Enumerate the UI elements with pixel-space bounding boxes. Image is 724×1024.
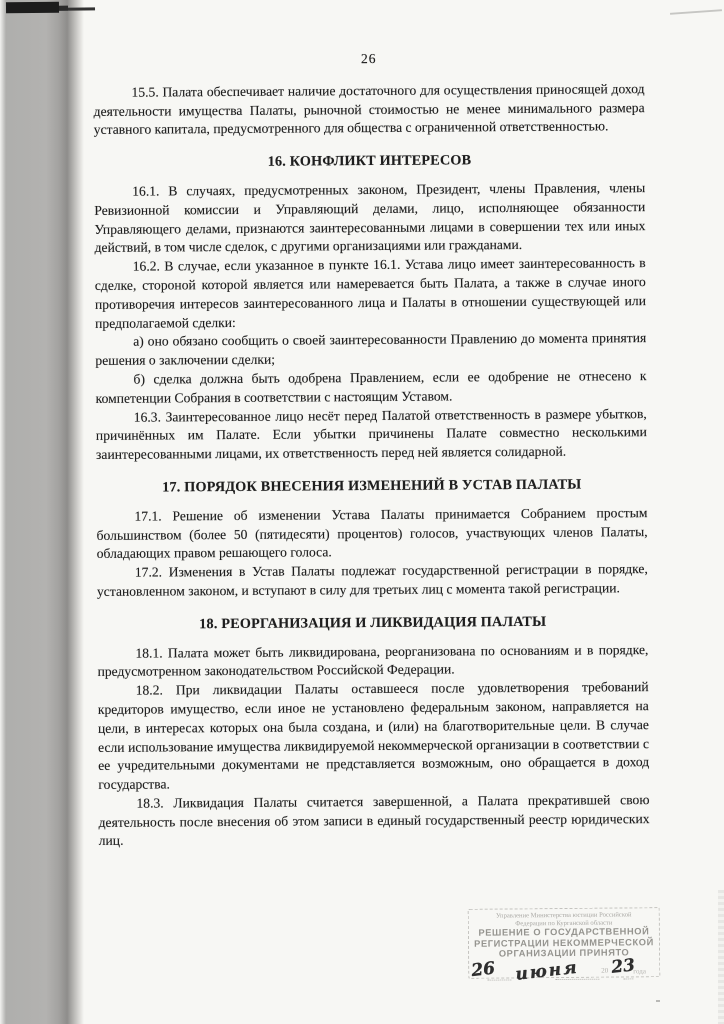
scan-artifact-strip — [718, 890, 724, 1024]
section-16-heading: 16. КОНФЛИКТ ИНТЕРЕСОВ — [267, 152, 472, 170]
paragraph-16-3: 16.3. Заинтересованное лицо несёт перед Палатой ответственность в размере убытков, причинённых им Палате. Если убытки причинены Палате совместно несколькими заинтересованными лицами, их ответственность перед ней является солидарной. — [95, 405, 647, 463]
stamp-printed-year-prefix: 20 — [601, 966, 609, 975]
stamp-decision-line-2: РЕГИСТРАЦИИ НЕКОММЕРЧЕСКОЙ — [474, 936, 654, 949]
stamp-date-dotted-line — [487, 979, 511, 980]
stamp-decision-line-1: РЕШЕНИЕ О ГОСУДАРСТВЕННОЙ — [478, 926, 650, 938]
paragraph-16-2: 16.2. В случае, если указанное в пункте 16.1. Устава лицо имеет заинтересованность в сделке, стороной которой является или намеревается быть Палата, а также в случае иного противоречия интересов заинтересованного лица и Палаты в отношении существующей или предполагаемой сделки: — [94, 255, 647, 331]
paragraph-15-5: 15.5. Палата обеспечивает наличие достаточного для осуществления приносящей доход деятельности имущества Палаты, рыночной стоимостью не менее минимального размера уставного капитала, предусмотренного для общества с ограниченной ответственностью. — [93, 80, 645, 138]
handwritten-day: 26 — [470, 958, 496, 981]
page-number: 26 — [360, 50, 377, 67]
stamp-date-row — [463, 955, 657, 985]
section-17-heading: 17. ПОРЯДОК ВНЕСЕНИЯ ИЗМЕНЕНИЙ В УСТАВ ПАЛАТЫ — [162, 476, 582, 496]
stamp-decision-line-3: ОРГАНИЗАЦИИ ПРИНЯТО — [498, 947, 630, 959]
paragraph-18-1: 18.1. Палата может быть ликвидирована, реорганизована по основаниям и в порядке, предусмотренном законодательством Российской Федерации. — [97, 641, 649, 680]
paragraph-16-2-b: б) сделка должна быть одобрена Правлением, если ее одобрение не отнесено к компетенции Собрания в соответствии с настоящим Уставом. — [95, 368, 647, 406]
scan-artifact-speck — [656, 1000, 660, 1002]
paragraph-16-1: 16.1. В случаях, предусмотренных законом, Президент, члены Правления, члены Ревизионной комиссии и Управляющий делами, лицо, исполняющее обязанности Управляющего делами, признаются заинтересованными лицами в совершении тех или иных действий, в том числе сделок, с другими организациями или гражданами. — [94, 180, 646, 256]
scan-artifact-line — [670, 9, 722, 15]
stamp-printed-year-suffix: года — [633, 967, 646, 976]
paragraph-17-1: 17.1. Решение об изменении Устава Палаты принимается Собранием простым большинством (более 50 (пятидесяти) процентов) голосов, участвующих членов Палаты, обладающих правом решающего голоса. — [96, 504, 648, 562]
paragraph-18-2: 18.2. При ликвидации Палаты оставшееся после удовлетворения требований кредиторов имущество, если иное не установлено федеральным законом, направляется на цели, в интересах которых она была создана, и (или) на благотворительные цели. В случае если использование имущества ликвидируемой некоммерческой организации в соответствии с ее учредительными документами не представляется возможным, оно обращается в доход государства. — [97, 679, 650, 793]
scan-edge-artifact — [6, 2, 59, 14]
stamp-date-dotted-line — [623, 978, 633, 979]
handwritten-month: июня — [514, 957, 580, 985]
paragraph-17-2: 17.2. Изменения в Устав Палаты подлежат государственной регистрации в порядке, установленном законом, и вступают в силу для третьих лиц с момента такой регистрации. — [96, 561, 648, 599]
scan-binding-edge — [0, 0, 84, 1024]
paragraph-18-3: 18.3. Ликвидация Палаты считается завершенной, а Палата прекратившей свою деятельность после внесения об этом записи в единый государственный реестр юридических лиц. — [98, 791, 650, 849]
stamp-authority-line-2: Федерации по Курганской области — [515, 919, 613, 928]
page-content — [93, 48, 650, 851]
registration-stamp — [468, 907, 661, 985]
section-18-heading: 18. РЕОРГАНИЗАЦИЯ И ЛИКВИДАЦИЯ ПАЛАТЫ — [199, 613, 547, 632]
handwritten-year: 23 — [610, 955, 636, 978]
stamp-authority-line-1: Управление Министерства юстиции Российской — [495, 911, 632, 920]
paragraph-16-2-a: а) оно обязано сообщить о своей заинтересованности Правлению до момента принятия решения о заключении сделки; — [95, 330, 647, 369]
